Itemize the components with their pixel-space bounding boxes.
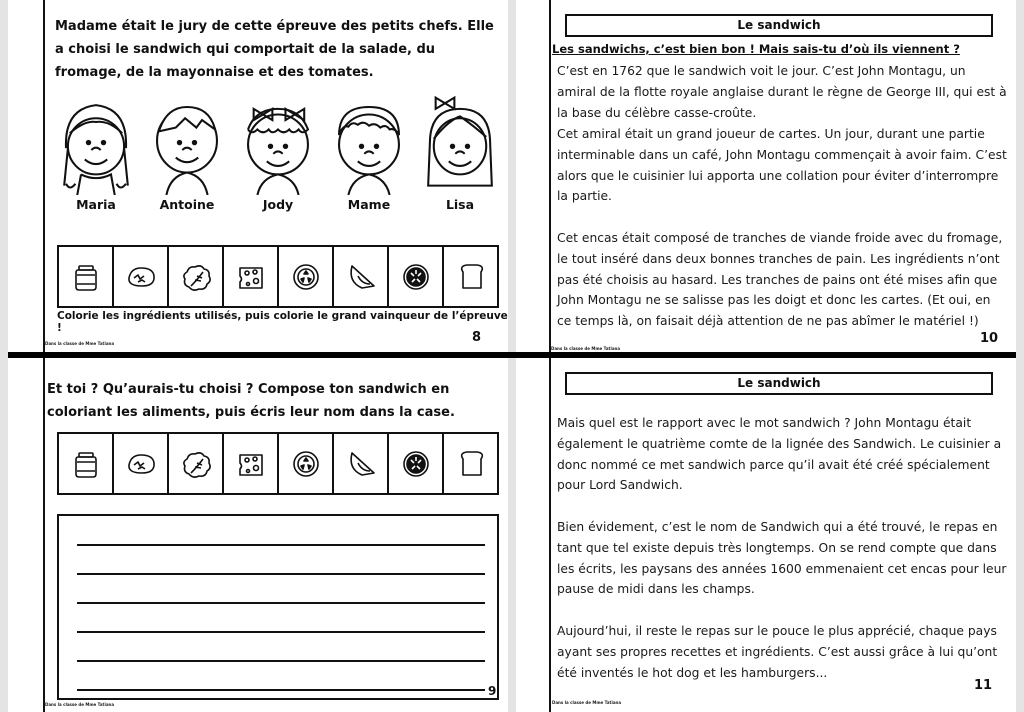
- girl-braids-icon: [54, 92, 138, 195]
- credit-text: Dans la classe de Mme Tatiana: [45, 341, 115, 346]
- kid-name: Maria: [76, 197, 116, 212]
- ingredient-cell[interactable]: [444, 247, 497, 306]
- page11-title: Le sandwich: [565, 372, 993, 395]
- cheese-icon: [234, 260, 268, 294]
- avocado-icon: [344, 447, 378, 481]
- page10-title: Le sandwich: [565, 14, 993, 37]
- ingredient-cell[interactable]: [444, 434, 497, 493]
- page-number: 10: [980, 331, 999, 346]
- page11-paragraph: Bien évidement, c’est le nom de Sandwich qui a été trouvé, le repas en tant que tel existe depuis très longtemps. On se rend compte que dans les écrits, les paysans des années 1600 emmenaient cet encas pour leur pause de midi dans les champs.: [557, 520, 1007, 597]
- page-11: [516, 358, 1016, 712]
- boy-freckles-icon: [145, 92, 229, 195]
- credit-text: Dans la classe de Mme Tatiana: [45, 702, 115, 707]
- ingredient-cell[interactable]: [59, 247, 114, 306]
- bread-icon: [454, 260, 488, 294]
- ingredient-cell[interactable]: [334, 434, 389, 493]
- page10-paragraph: Cet encas était composé de tranches de viande froide avec du fromage, le tout inséré dans deux bonnes tranches de pain. Les ingrédients n’ont pas été choisis au hasard. Les tranches de pains ont été mises afin que John Montagu ne se salisse pas les doigt et donc les cartes. (Et oui, en ce temps là, on faisait déjà attention de ne pas abîmer le matériel !): [557, 231, 1003, 329]
- girl-bows-icon: [236, 92, 320, 195]
- kid-maria[interactable]: [52, 92, 140, 212]
- kid-lisa[interactable]: [416, 92, 504, 212]
- margin-line: [549, 358, 551, 712]
- avocado-icon: [344, 260, 378, 294]
- ham-icon: [124, 447, 158, 481]
- writing-line: [77, 573, 485, 575]
- ingredient-cell[interactable]: [59, 434, 114, 493]
- boy-curly-icon: [327, 92, 411, 195]
- ingredients-grid: [57, 245, 499, 308]
- writing-line: [77, 544, 485, 546]
- lettuce-icon: [179, 447, 213, 481]
- page-number: 8: [472, 330, 482, 345]
- credit-text: Dans la classe de Mme Tatiana: [552, 700, 622, 705]
- girl-long-hair-icon: [418, 92, 502, 195]
- credit-text: Dans la classe de Mme Tatiana: [551, 346, 621, 351]
- margin-line: [43, 358, 45, 712]
- writing-line: [77, 660, 485, 662]
- ingredient-cell[interactable]: [389, 434, 444, 493]
- writing-line: [77, 689, 485, 691]
- cheese-icon: [234, 447, 268, 481]
- tomato-icon: [399, 447, 433, 481]
- tomato-icon: [399, 260, 433, 294]
- page9-intro: Et toi ? Qu’aurais-tu choisi ? Compose ton sandwich en coloriant les aliments, puis écris leur nom dans la case.: [47, 382, 455, 420]
- ingredient-cell[interactable]: [114, 434, 169, 493]
- lettuce-icon: [179, 260, 213, 294]
- kid-name: Mame: [347, 197, 391, 212]
- kid-name: Antoine: [159, 197, 215, 212]
- mayonnaise-jar-icon: [69, 260, 103, 294]
- page-10: [516, 0, 1016, 352]
- margin-line: [43, 0, 45, 352]
- page8-intro: Madame était le jury de cette épreuve des petits chefs. Elle a choisi le sandwich qui comportait de la salade, du fromage, de la mayonnaise et des tomates.: [55, 19, 494, 80]
- page-8: [8, 0, 508, 352]
- ingredient-cell[interactable]: [389, 247, 444, 306]
- margin-line: [549, 0, 551, 352]
- ingredient-cell[interactable]: [279, 434, 334, 493]
- mayonnaise-jar-icon: [69, 447, 103, 481]
- kid-mame[interactable]: [325, 92, 413, 212]
- page10-subheading: Les sandwichs, c’est bien bon ! Mais sais-tu d’où ils viennent ?: [552, 42, 960, 56]
- writing-line: [77, 602, 485, 604]
- kids-row: [52, 92, 504, 212]
- page-number: 11: [974, 678, 993, 693]
- kid-jody[interactable]: [234, 92, 322, 212]
- page-number: 9: [488, 684, 497, 698]
- cucumber-icon: [289, 447, 323, 481]
- kid-name: Jody: [262, 197, 294, 212]
- writing-line: [77, 631, 485, 633]
- page11-paragraph: Mais quel est le rapport avec le mot sandwich ? John Montagu était également le quatrième comte de la lignée des Sandwich. Le cuisinier a donc nommé ce met sandwich parce qu’il avait été créé spécialement pour Lord Sandwich.: [557, 416, 1002, 493]
- page11-paragraph: Aujourd’hui, il reste le repas sur le pouce le plus apprécié, chaque pays ayant ses propres recettes et ingrédients. C’est aussi grâce à lui qu’ont été inventés le hot dog et les hamburgers...: [557, 624, 998, 680]
- ingredient-cell[interactable]: [279, 247, 334, 306]
- writing-box[interactable]: [57, 514, 499, 700]
- bread-icon: [454, 447, 488, 481]
- ingredients-grid: [57, 432, 499, 495]
- ingredient-cell[interactable]: [224, 247, 279, 306]
- cucumber-icon: [289, 260, 323, 294]
- ingredient-cell[interactable]: [114, 247, 169, 306]
- page8-instruction: Colorie les ingrédients utilisés, puis colorie le grand vainqueur de l’épreuve !: [57, 310, 508, 334]
- page-9: [8, 358, 508, 712]
- ingredient-cell[interactable]: [169, 247, 224, 306]
- ingredient-cell[interactable]: [224, 434, 279, 493]
- ingredient-cell[interactable]: [334, 247, 389, 306]
- ingredient-cell[interactable]: [169, 434, 224, 493]
- page10-paragraph: C’est en 1762 que le sandwich voit le jour. C’est John Montagu, un amiral de la flotte royale anglaise durant le règne de George III, qui est à la base du célèbre casse-croûte.: [557, 64, 1007, 120]
- kid-name: Lisa: [445, 197, 475, 212]
- kid-antoine[interactable]: [143, 92, 231, 212]
- page10-paragraph: Cet amiral était un grand joueur de cartes. Un jour, durant une partie interminable dans un café, John Montagu commençait à avoir faim. C’est alors que le cuisinier lui apporta une collation pour éviter d’interrompre la partie.: [557, 127, 1007, 204]
- ham-icon: [124, 260, 158, 294]
